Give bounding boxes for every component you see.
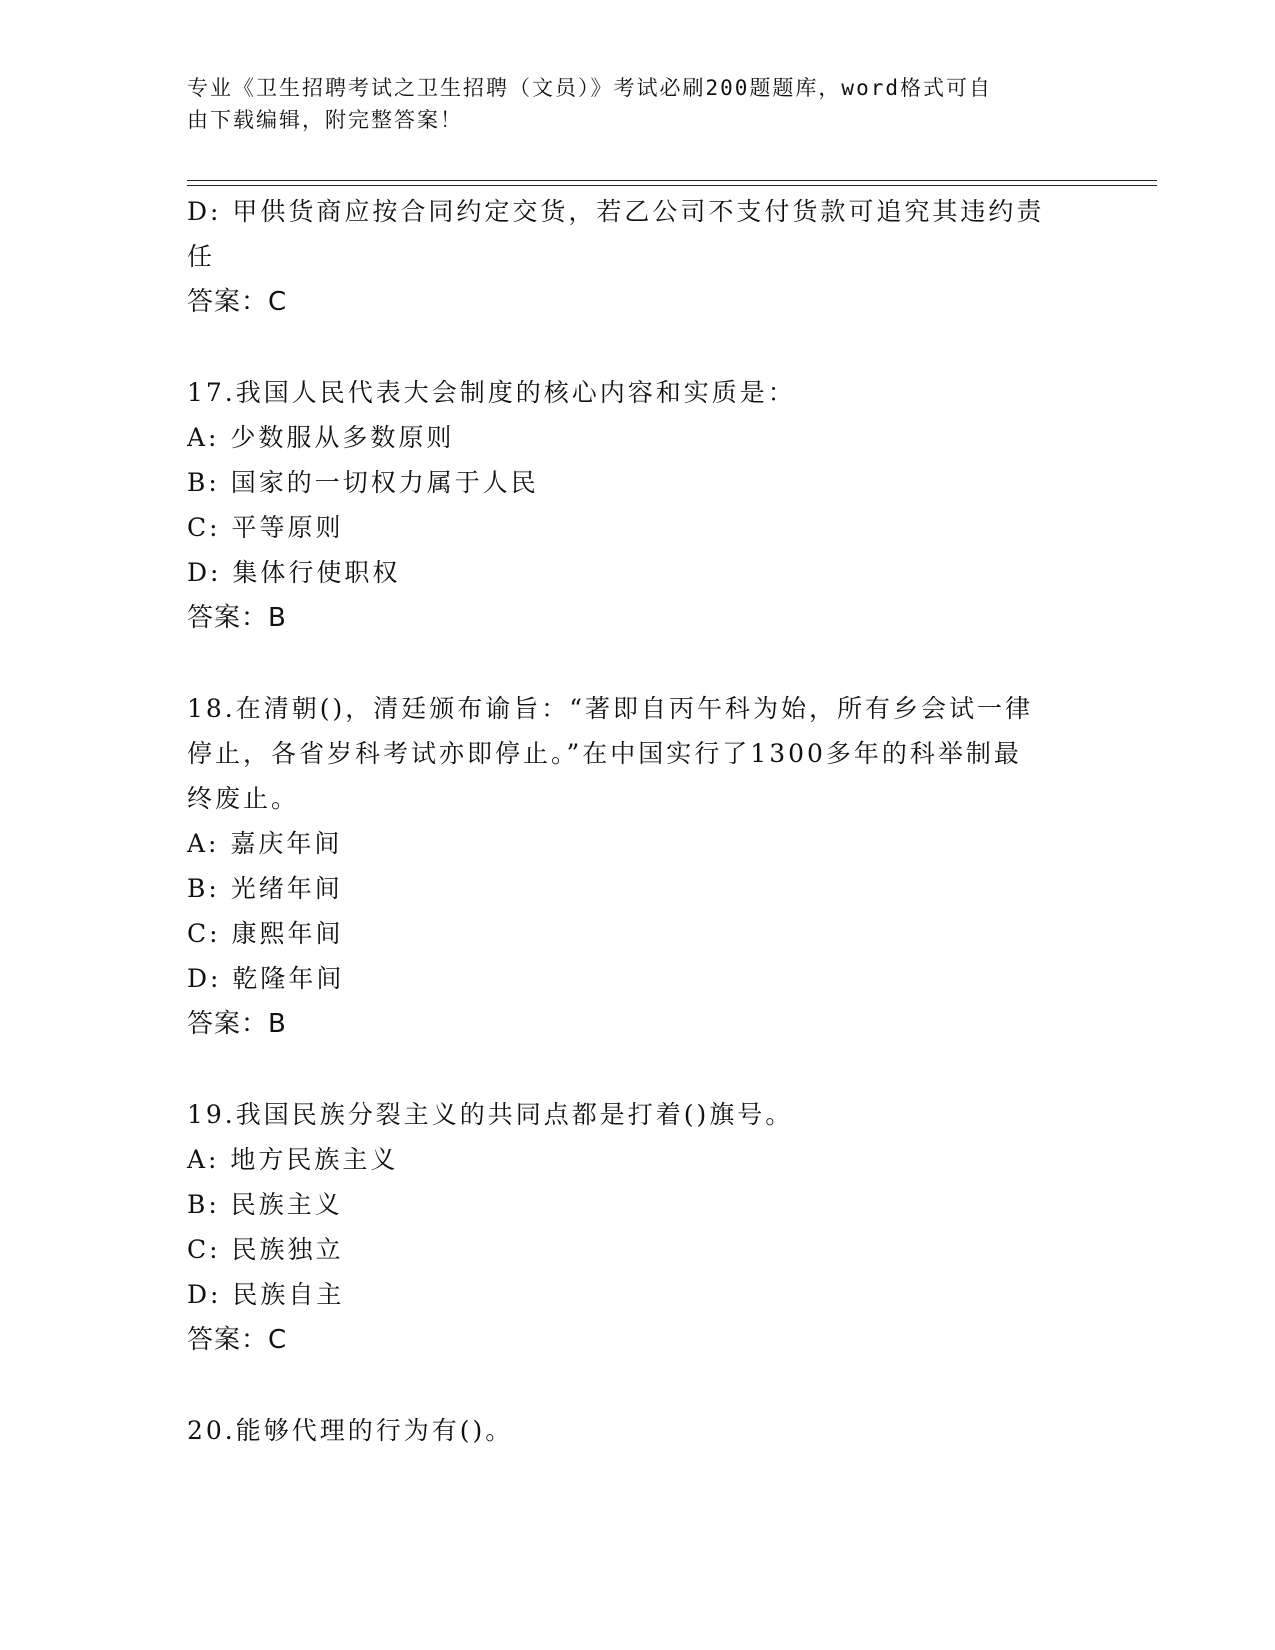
question-stem-line-3: 终废止。 <box>187 784 300 813</box>
header-line-2: 由下载编辑，附完整答案！ <box>187 108 463 132</box>
option-c: C: 民族独立 <box>187 1235 344 1264</box>
option-d: D: 集体行使职权 <box>187 558 401 587</box>
question-list <box>187 189 1087 1453</box>
header-divider-top <box>187 180 1157 181</box>
question-17 <box>187 370 1087 641</box>
spacer <box>187 1047 1087 1092</box>
option-d-line-2: 任 <box>187 242 216 271</box>
option-b: B: 民族主义 <box>187 1190 343 1219</box>
spacer <box>187 641 1087 686</box>
question-20 <box>187 1408 1087 1453</box>
question-stem: 17.我国人民代表大会制度的核心内容和实质是： <box>187 378 796 407</box>
question-stem: 20.能够代理的行为有()。 <box>187 1416 514 1445</box>
question-stem: 19.我国民族分裂主义的共同点都是打着()旗号。 <box>187 1100 794 1129</box>
answer-line: 答案：B <box>187 1009 287 1039</box>
header-divider-bottom <box>187 185 1157 186</box>
question-stem-line-2: 停止，各省岁科考试亦即停止。”在中国实行了1300多年的科举制最 <box>187 739 1022 768</box>
option-a: A: 嘉庆年间 <box>187 829 343 858</box>
answer-line: 答案：C <box>187 1325 288 1355</box>
option-b: B: 光绪年间 <box>187 874 343 903</box>
question-stem-line-1: 18.在清朝()，清廷颁布谕旨：“著即自丙午科为始，所有乡会试一律 <box>187 694 1034 723</box>
spacer <box>187 1363 1087 1408</box>
header-line-1: 专业《卫生招聘考试之卫生招聘（文员）》考试必刷200题题库，word格式可自 <box>187 76 992 100</box>
option-c: C: 康熙年间 <box>187 919 344 948</box>
option-d-line-1: D: 甲供货商应按合同约定交货，若乙公司不支付货款可追究其违约责 <box>187 197 1045 226</box>
prev-question-tail <box>187 189 1087 325</box>
option-b: B: 国家的一切权力属于人民 <box>187 468 539 497</box>
question-19 <box>187 1092 1087 1363</box>
question-18 <box>187 686 1087 1047</box>
spacer <box>187 325 1087 370</box>
option-d: D: 乾隆年间 <box>187 964 345 993</box>
option-d: D: 民族自主 <box>187 1280 345 1309</box>
option-a: A: 少数服从多数原则 <box>187 423 455 452</box>
answer-line: 答案：C <box>187 287 288 317</box>
option-c: C: 平等原则 <box>187 513 344 542</box>
answer-line: 答案：B <box>187 603 287 633</box>
option-a: A: 地方民族主义 <box>187 1145 399 1174</box>
page-header <box>187 72 1067 136</box>
